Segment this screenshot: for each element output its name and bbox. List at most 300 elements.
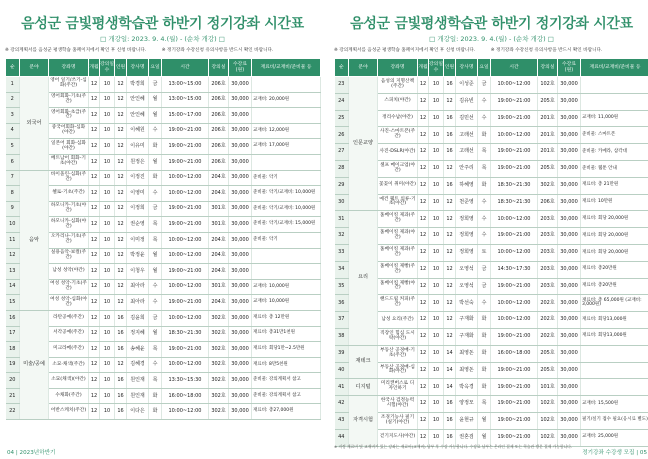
table-row <box>6 77 321 93</box>
course-capacity: 12 <box>444 295 456 312</box>
course-room: 102호 <box>538 396 558 413</box>
course-weekday: 월 <box>478 412 491 429</box>
course-time: 10:00~12:00 <box>162 357 209 373</box>
course-name: 미리캔버스로 디자인하기 <box>378 379 418 396</box>
course-name: 홈베이킹 제과(주간) <box>378 244 418 261</box>
col-fee: 수강료(원) <box>558 59 581 77</box>
course-capacity: 16 <box>115 326 127 342</box>
course-capacity: 12 <box>444 194 456 211</box>
row-number: 11 <box>6 232 20 248</box>
course-capacity: 12 <box>115 295 127 311</box>
teacher-name: 이영미 <box>127 186 149 202</box>
col-category: 분야 <box>20 59 49 77</box>
table-row <box>335 328 648 345</box>
row-number: 4 <box>6 123 20 139</box>
course-time: 10:00~12:00 <box>162 248 209 264</box>
course-room: 202호 <box>538 328 558 345</box>
course-capacity: 12 <box>444 211 456 228</box>
course-days: 10 <box>429 77 444 94</box>
teacher-name: 최아라 <box>127 295 149 311</box>
course-name: 정리수납(야간) <box>378 110 418 127</box>
course-materials: 재료비: 회당 20,000원 <box>581 211 648 228</box>
course-capacity: 12 <box>115 248 127 264</box>
course-fee: 30,000 <box>229 108 252 124</box>
table-row <box>6 404 321 420</box>
course-months: 12 <box>89 217 100 233</box>
course-materials: 교재비: 25,000원 <box>581 429 648 446</box>
teacher-name: 정희영 <box>456 228 478 245</box>
teacher-name: 김유빈 <box>456 93 478 110</box>
course-fee: 30,000 <box>558 110 581 127</box>
course-fee: 30,000 <box>229 295 252 311</box>
course-days: 10 <box>100 139 115 155</box>
course-days: 10 <box>429 412 444 429</box>
course-days: 10 <box>429 379 444 396</box>
course-room: 206호 <box>209 154 229 170</box>
course-days: 10 <box>100 373 115 389</box>
row-number: 28 <box>335 160 349 177</box>
col-weekday: 요일 <box>149 59 162 77</box>
col-room: 강의실 <box>538 59 558 77</box>
teacher-name: 원정은 <box>127 154 149 170</box>
course-name: 미크라메(주간) <box>49 342 89 358</box>
course-weekday: 수 <box>478 93 491 110</box>
course-capacity: 12 <box>444 228 456 245</box>
category-cell: 재테크 <box>349 345 378 379</box>
category-cell: 음악 <box>20 170 49 310</box>
course-name: 사진-스마트폰(주간) <box>378 127 418 144</box>
course-weekday: 월 <box>478 429 491 446</box>
course-days: 10 <box>100 326 115 342</box>
course-fee: 30,000 <box>229 186 252 202</box>
table-row <box>6 295 321 311</box>
course-months: 12 <box>418 278 429 295</box>
course-days: 10 <box>429 194 444 211</box>
course-room: 205호 <box>538 93 558 110</box>
course-name: 사진-DSLR(야간) <box>378 144 418 161</box>
row-number: 2 <box>6 92 20 108</box>
row-number: 23 <box>335 77 349 94</box>
course-months: 12 <box>418 160 429 177</box>
row-number: 16 <box>6 310 20 326</box>
course-name: 소묘·채색(주간) <box>49 357 89 373</box>
course-room: 206호 <box>209 123 229 139</box>
course-weekday: 화 <box>478 177 491 194</box>
course-weekday: 화 <box>478 362 491 379</box>
course-fee: 30,000 <box>229 154 252 170</box>
table-row <box>335 110 648 127</box>
course-materials: 필기/실기 접수 필요(응시료 별도) <box>581 412 648 429</box>
course-days: 10 <box>100 108 115 124</box>
course-days: 10 <box>429 429 444 446</box>
col-category: 분야 <box>349 59 378 77</box>
course-name: 스피치(야간) <box>378 93 418 110</box>
table-header-row <box>335 59 648 77</box>
course-name: 영어회화-초급(주간) <box>49 108 89 124</box>
table-row <box>6 248 321 264</box>
table-row <box>335 160 648 177</box>
course-capacity: 12 <box>444 93 456 110</box>
course-weekday: 토 <box>478 244 491 261</box>
course-months: 12 <box>89 77 100 93</box>
course-name: 오카리나-기초(주간) <box>49 232 89 248</box>
table-row <box>6 310 321 326</box>
left-page <box>3 0 322 459</box>
course-room: 201호 <box>538 127 558 144</box>
row-number: 7 <box>6 170 20 186</box>
course-capacity: 16 <box>444 396 456 413</box>
course-room: 302호 <box>209 404 229 420</box>
course-room: 102호 <box>538 412 558 429</box>
row-number: 21 <box>6 388 20 404</box>
category-cell: 미술/공예 <box>20 310 49 419</box>
course-materials <box>252 154 321 170</box>
teacher-name: 오영석 <box>456 261 478 278</box>
course-materials: 재료비: 회당1만~2.5만원 <box>252 342 321 358</box>
teacher-name: 이혜원 <box>127 123 149 139</box>
course-months: 12 <box>89 123 100 139</box>
course-months: 12 <box>418 412 429 429</box>
course-fee: 30,000 <box>558 144 581 161</box>
course-months: 12 <box>89 295 100 311</box>
row-number: 1 <box>6 77 20 93</box>
teacher-name: 최아라 <box>127 279 149 295</box>
course-fee: 30,000 <box>558 160 581 177</box>
page-title: 음성군 금빛평생학습관 하반기 정기강좌 시간표 <box>21 16 304 32</box>
teacher-name: 안주리 <box>456 160 478 177</box>
course-room: 206호 <box>209 92 229 108</box>
course-weekday: 금 <box>478 278 491 295</box>
course-weekday: 목 <box>478 396 491 413</box>
course-room: 203호 <box>538 228 558 245</box>
course-name: 남성 성악(야간) <box>49 264 89 280</box>
course-fee: 30,000 <box>558 177 581 194</box>
teacher-name: 이유미 <box>127 139 149 155</box>
course-capacity: 16 <box>115 342 127 358</box>
teacher-name: 안인혜 <box>127 108 149 124</box>
category-cell: 디지털 <box>349 379 378 396</box>
course-months: 12 <box>89 170 100 186</box>
course-months: 12 <box>418 379 429 396</box>
col-months: 개월 <box>418 59 429 77</box>
row-number: 30 <box>335 194 349 211</box>
course-materials: 교재비: 10,000원 <box>252 295 321 311</box>
col-course: 강좌명 <box>378 59 418 77</box>
course-name: 하모니카-기초(야간) <box>49 201 89 217</box>
row-number: 44 <box>335 429 349 446</box>
course-fee: 30,000 <box>229 77 252 93</box>
teacher-name: 안인혜 <box>127 92 149 108</box>
course-room: 102호 <box>538 429 558 446</box>
course-days: 10 <box>100 342 115 358</box>
teacher-name: 이미정 <box>127 232 149 248</box>
course-name: 중국어회화-심화(야간) <box>49 123 89 139</box>
course-materials <box>581 379 648 396</box>
course-time: 15:00~17:00 <box>162 108 209 124</box>
course-days: 10 <box>429 312 444 329</box>
course-name: 부동산 공경매-심화(야간) <box>378 362 418 379</box>
notice-text: ※ 강의계획서를 음성군 평생학습 홈페이지에서 확인 후 신청 바랍니다. <box>5 48 147 53</box>
table-row <box>335 127 648 144</box>
course-days: 10 <box>429 295 444 312</box>
course-days: 10 <box>429 228 444 245</box>
course-name: 영어회화-기초(주간) <box>49 92 89 108</box>
course-weekday: 수 <box>149 186 162 202</box>
course-fee: 30,000 <box>229 357 252 373</box>
col-no: 순 <box>335 59 349 77</box>
course-weekday: 금 <box>149 77 162 93</box>
course-time: 19:00~21:00 <box>491 93 538 110</box>
course-fee: 30,000 <box>558 228 581 245</box>
course-days: 10 <box>429 396 444 413</box>
course-materials: 준비물: 악기 <box>252 232 321 248</box>
course-fee: 30,000 <box>558 295 581 312</box>
notice-line <box>5 47 321 53</box>
course-days: 10 <box>429 345 444 362</box>
course-time: 13:30~15:30 <box>162 373 209 389</box>
teacher-name: 박선숙 <box>456 295 478 312</box>
course-weekday: 월 <box>149 326 162 342</box>
schedule-table <box>5 58 321 420</box>
course-time: 19:00~21:00 <box>162 217 209 233</box>
col-days: 강의일수 <box>429 59 444 77</box>
course-name: 첼로-기초(주간) <box>49 186 89 202</box>
row-number: 10 <box>6 217 20 233</box>
course-capacity: 12 <box>444 160 456 177</box>
course-fee: 30,000 <box>558 278 581 295</box>
table-row <box>335 194 648 211</box>
page-folio: 04 | 2023년하반기 <box>7 450 56 456</box>
course-materials: 재료비: 10만원 <box>581 194 648 211</box>
notice-text: ※ 정기강좌 수강신청 유의사항을 반드시 확인 바랍니다. <box>490 48 603 53</box>
course-capacity: 16 <box>115 310 127 326</box>
table-row <box>6 342 321 358</box>
course-fee: 30,000 <box>558 362 581 379</box>
teacher-name: 이청우 <box>127 264 149 280</box>
course-weekday: 수 <box>149 357 162 373</box>
course-materials: 준비물: 스마트폰 <box>581 127 648 144</box>
course-name: 조경기능사 필기(실기(야간) <box>378 412 418 429</box>
course-time: 10:00~12:00 <box>162 232 209 248</box>
course-weekday: 월 <box>149 108 162 124</box>
course-weekday: 화 <box>478 345 491 362</box>
teacher-name: 오영석 <box>456 278 478 295</box>
course-fee: 30,000 <box>229 310 252 326</box>
course-time: 13:00~15:00 <box>162 77 209 93</box>
course-capacity: 16 <box>444 77 456 94</box>
row-number: 12 <box>6 248 20 264</box>
teacher-name: 구재화 <box>456 328 478 345</box>
col-capacity: 인원 <box>115 59 127 77</box>
course-name: 홈베이킹 제빵(주간) <box>378 261 418 278</box>
course-capacity: 16 <box>444 177 456 194</box>
table-row <box>6 201 321 217</box>
course-capacity: 12 <box>115 201 127 217</box>
course-time: 19:00~21:00 <box>491 379 538 396</box>
course-room: 204호 <box>209 295 229 311</box>
course-name: 홈베이킹 제빵(야간) <box>378 278 418 295</box>
course-time: 18:30~21:30 <box>162 326 209 342</box>
row-number: 36 <box>335 295 349 312</box>
course-materials <box>252 77 321 93</box>
course-months: 12 <box>418 261 429 278</box>
course-capacity: 12 <box>444 328 456 345</box>
page-title: 음성군 금빛평생학습관 하반기 정기강좌 시간표 <box>350 16 633 32</box>
course-capacity: 12 <box>115 232 127 248</box>
course-capacity: 12 <box>444 312 456 329</box>
table-row <box>335 278 648 295</box>
table-row <box>335 211 648 228</box>
course-room: 206호 <box>538 194 558 211</box>
table-row <box>6 123 321 139</box>
course-name: 홈베이킹 제과(야간) <box>378 228 418 245</box>
teacher-name: 박경희 <box>127 77 149 93</box>
teacher-name: 고래선 <box>456 144 478 161</box>
course-months: 12 <box>418 295 429 312</box>
col-months: 개월 <box>89 59 100 77</box>
teacher-name: 김민선 <box>456 110 478 127</box>
course-months: 12 <box>89 201 100 217</box>
course-months: 12 <box>418 194 429 211</box>
table-row <box>335 244 648 261</box>
course-days: 10 <box>429 261 444 278</box>
row-number: 3 <box>6 108 20 124</box>
course-materials: 재료비: 총 65,000원 (교재비: 3,000원) <box>581 295 648 312</box>
course-room: 302호 <box>209 373 229 389</box>
course-room: 203호 <box>538 261 558 278</box>
course-materials <box>581 93 648 110</box>
course-months: 12 <box>418 345 429 362</box>
course-weekday: 목 <box>149 373 162 389</box>
course-materials: 재료비: 회당13,000원 <box>581 312 648 329</box>
course-room: 205호 <box>538 362 558 379</box>
course-materials: 재료비: 총 21만원 <box>581 177 648 194</box>
notice-text: ※ 강의계획서를 음성군 평생학습 홈페이지에서 확인 후 신청 바랍니다. <box>334 48 476 53</box>
course-capacity: 16 <box>444 127 456 144</box>
course-name: 실용음악-보컬(주간) <box>49 248 89 264</box>
course-weekday: 금 <box>478 261 491 278</box>
course-days: 10 <box>429 127 444 144</box>
course-materials: 교재비: 20,000원 <box>252 92 321 108</box>
course-materials: 준비물: 카메라, 삼각대 <box>581 144 648 161</box>
course-weekday: 화 <box>149 170 162 186</box>
course-time: 19:00~21:00 <box>491 228 538 245</box>
schedule-body <box>335 77 648 447</box>
row-number: 17 <box>6 326 20 342</box>
course-materials <box>252 108 321 124</box>
table-row <box>6 108 321 124</box>
teacher-name: 원인재 <box>127 388 149 404</box>
course-months: 12 <box>418 177 429 194</box>
course-name: 셀프 메이크업(야간) <box>378 160 418 177</box>
course-room: 201호 <box>538 110 558 127</box>
course-fee: 30,000 <box>558 261 581 278</box>
notice-line <box>334 47 648 53</box>
course-months: 12 <box>89 326 100 342</box>
row-number: 24 <box>335 93 349 110</box>
course-months: 12 <box>89 92 100 108</box>
course-materials: 재료비: 회당13,000원 <box>581 328 648 345</box>
course-weekday: 화 <box>149 388 162 404</box>
course-months: 12 <box>418 211 429 228</box>
course-time: 10:00~12:00 <box>491 127 538 144</box>
course-capacity: 12 <box>115 279 127 295</box>
course-name: 영어 일기/쓰기-심화(주간) <box>49 77 89 93</box>
course-months: 12 <box>89 342 100 358</box>
row-number: 13 <box>6 264 20 280</box>
course-weekday: 수 <box>478 194 491 211</box>
row-number: 43 <box>335 412 349 429</box>
table-row <box>6 357 321 373</box>
course-months: 12 <box>418 362 429 379</box>
course-days: 10 <box>429 328 444 345</box>
row-number: 19 <box>6 357 20 373</box>
teacher-name: 고래선 <box>456 127 478 144</box>
teacher-name: 권혼검 <box>456 429 478 446</box>
row-number: 32 <box>335 228 349 245</box>
course-room: 206호 <box>209 139 229 155</box>
course-days: 10 <box>429 144 444 161</box>
course-name: 직장인 힘심 도시락(야간) <box>378 328 418 345</box>
course-capacity: 12 <box>115 108 127 124</box>
course-fee: 30,000 <box>558 379 581 396</box>
course-materials: 준비물: 강의계획서 참고 <box>252 373 321 389</box>
course-weekday: 목 <box>478 160 491 177</box>
course-weekday: 금 <box>149 201 162 217</box>
course-days: 10 <box>100 404 115 420</box>
course-materials: 준비물: 악기 <box>252 170 321 186</box>
table-row <box>335 345 648 362</box>
course-weekday: 목 <box>149 217 162 233</box>
course-room: 205호 <box>538 345 558 362</box>
col-time: 시간 <box>162 59 209 77</box>
course-days: 10 <box>429 160 444 177</box>
course-weekday: 화 <box>478 379 491 396</box>
course-weekday: 목 <box>478 144 491 161</box>
course-time: 19:00~21:00 <box>162 264 209 280</box>
teacher-name: 김혜경 <box>127 357 149 373</box>
course-time: 16:00~18:00 <box>162 388 209 404</box>
course-name: 한국사 검정능력시험(야간) <box>378 396 418 413</box>
course-name: 핸드드립 커피(주간) <box>378 295 418 312</box>
course-capacity: 14 <box>444 362 456 379</box>
course-fee: 30,000 <box>229 279 252 295</box>
course-time: 10:00~12:00 <box>162 170 209 186</box>
course-weekday: 화 <box>149 404 162 420</box>
table-row <box>6 388 321 404</box>
col-teacher: 강사명 <box>127 59 149 77</box>
course-time: 19:00~21:00 <box>491 278 538 295</box>
course-fee: 30,000 <box>229 123 252 139</box>
course-days: 10 <box>100 77 115 93</box>
teacher-name: 박정윤 <box>127 248 149 264</box>
course-months: 12 <box>89 373 100 389</box>
course-time: 10:00~12:00 <box>162 310 209 326</box>
teacher-name: 정희영 <box>456 211 478 228</box>
course-days: 10 <box>100 154 115 170</box>
course-time: 10:00~12:00 <box>491 244 538 261</box>
row-number: 5 <box>6 139 20 155</box>
course-capacity: 16 <box>115 373 127 389</box>
category-cell: 요리 <box>349 211 378 345</box>
course-materials: 재료비: 총20만원 <box>581 261 648 278</box>
course-materials: 교재비: 17,000원 <box>252 139 321 155</box>
course-weekday: 목 <box>149 342 162 358</box>
col-room: 강의실 <box>209 59 229 77</box>
course-time: 19:00~21:00 <box>491 429 538 446</box>
course-capacity: 12 <box>444 278 456 295</box>
teacher-name: 권순영 <box>127 217 149 233</box>
